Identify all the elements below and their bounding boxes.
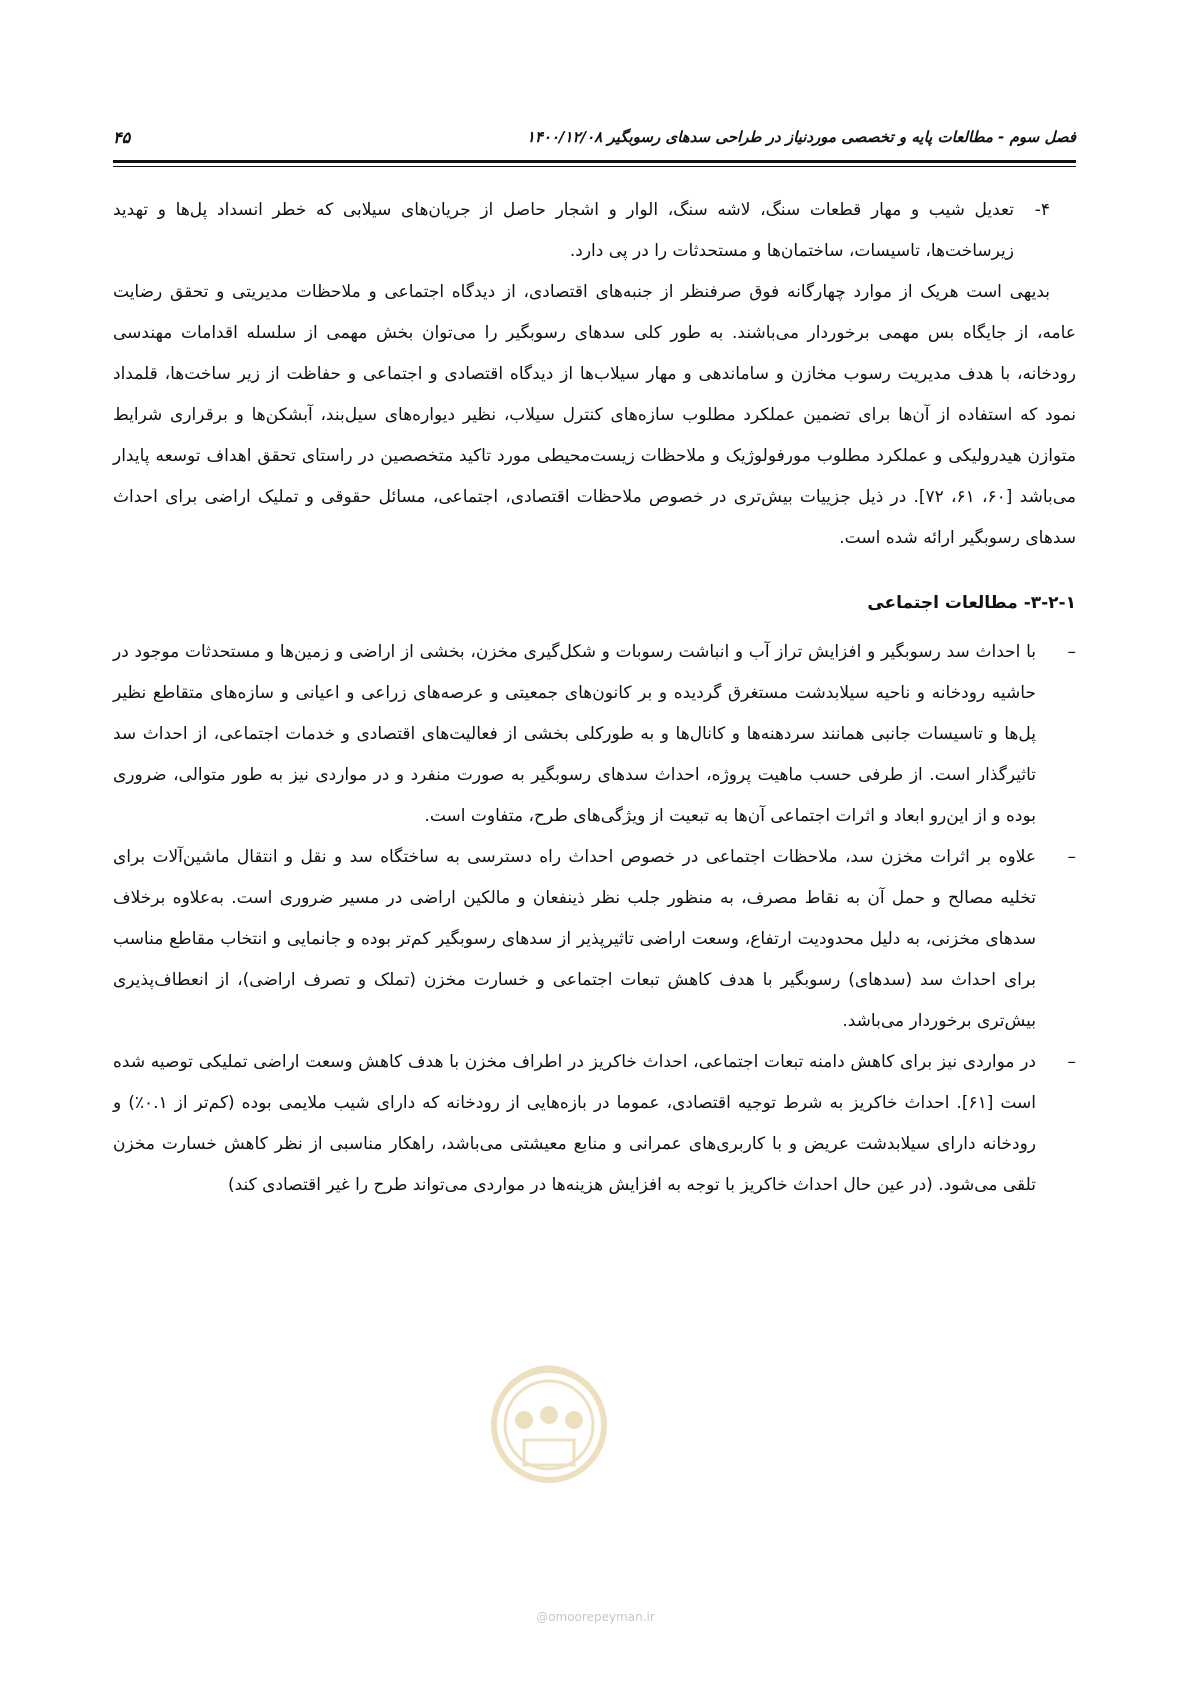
page-number: ۴۵	[113, 128, 131, 147]
numbered-list	[113, 190, 1076, 272]
footer-watermark: @omoorepeyman.ir	[536, 1610, 655, 1624]
header-rule-thick	[113, 160, 1076, 163]
bullet-text: در مواردی نیز برای کاهش دامنه تبعات اجتماعی، احداث خاکریز در اطراف مخزن با هدف کاهش وسعت اراضی تملیکی توصیه شده است [۶۱]. احداث خاکریز به شرط توجیه اقتصادی، عموما در بازه‌هایی از رودخانه که دارای شیب ملایمی بوده (کم‌تر از ۰.۱٪) و رودخانه دارای سیلابدشت عریض و با کاربری‌های عمرانی و منابع معیشتی می‌باشد، راهکار مناسبی از نظر کاهش خسارت مخزن تلقی می‌شود. (در عین حال احداث خاکریز با توجه به افزایش هزینه‌ها در مواردی می‌تواند طرح را غیر اقتصادی کند)	[113, 1052, 1036, 1195]
list-item-4	[113, 190, 1050, 272]
dash-bullet: –	[1067, 847, 1076, 867]
dash-bullet: –	[1067, 642, 1076, 662]
chapter-title: فصل سوم - مطالعات پایه و تخصصی موردنیاز در طراحی سدهای رسوبگیر ۱۴۰۰/۱۲/۰۸	[526, 128, 1076, 146]
header-rule-thin	[113, 166, 1076, 167]
bullet-text: با احداث سد رسوبگیر و افزایش تراز آب و انباشت رسوبات و شکل‌گیری مخزن، بخشی از اراضی و زمین‌ها و مستحدثات موجود در حاشیه رودخانه و ناحیه سیلابدشت مستغرق گردیده و بر کانون‌های جمعیتی و عرصه‌های زراعی و اعیانی و سازه‌های متقاطع نظیر پل‌ها و تاسیسات جانبی همانند سردهنه‌ها و کانال‌ها و به طورکلی بخشی از فعالیت‌های اقتصادی و خدمات اجتماعی، از احداث سد تاثیرگذار است. از طرفی حسب ماهیت پروژه، احداث سدهای رسوبگیر به صورت منفرد و در مواردی نیز به طور متوالی، ضروری بوده و از این‌رو ابعاد و اثرات اجتماعی آن‌ها به تبعیت از ویژگی‌های طرح، متفاوت است.	[113, 642, 1036, 826]
page-header	[113, 128, 1076, 154]
item-text: تعدیل شیب و مهار قطعات سنگ، لاشه سنگ، الوار و اشجار حاصل از جریان‌های سیلابی که خطر انسداد پل‌ها و تهدید زیرساخت‌ها، تاسیسات، ساختمان‌ها و مستحدثات را در پی دارد.	[113, 200, 1014, 261]
section-heading: ۳-۲-۱- مطالعات اجتماعی	[867, 593, 1076, 613]
dash-bullet: –	[1067, 1052, 1076, 1072]
intro-paragraph: بدیهی است هریک از موارد چهارگانه فوق صرفنظر از جنبه‌های اقتصادی، از دیدگاه اجتماعی و ملاحظات مدیریتی و تحقق رضایت عامه، از جایگاه بس مهمی برخوردار می‌باشند. به طور کلی سدهای رسوبگیر را می‌توان بخش مهمی از سلسله اقدامات مهندسی رودخانه، با هدف مدیریت رسوب مخازن و ساماندهی و مهار سیلاب‌ها از دیدگاه اقتصادی و اجتماعی و حفاظت از زیر ساخت‌ها، قلمداد نمود که استفاده از آن‌ها برای تضمین عملکرد مطلوب سازه‌های کنترل سیلاب، نظیر دیواره‌های سیل‌بند، آبشکن‌ها و برقراری شرایط متوازن هیدرولیکی و عملکرد مطلوب مورفولوژیک و ملاحظات زیست‌محیطی مورد تاکید متخصصین در راستای تحقق اهداف توسعه پایدار می‌باشد [۶۰، ۶۱، ۷۲]. در ذیل جزییات بیش‌تری در خصوص ملاحظات اقتصادی، اجتماعی، مسائل حقوقی و تملیک اراضی برای احداث سدهای رسوبگیر ارائه شده است.	[113, 282, 1076, 548]
bullet-text: علاوه بر اثرات مخزن سد، ملاحظات اجتماعی در خصوص احداث راه دسترسی به ساختگاه سد و نقل و انتقال ماشین‌آلات برای تخلیه مصالح و حمل آن به نقاط مصرف، به منظور جلب نظر ذینفعان و مالکین اراضی در مسیر ضروری است. به‌علاوه برخلاف سدهای مخزنی، به دلیل محدودیت ارتفاع، وسعت اراضی تاثیرپذیر از سدهای رسوبگیر کم‌تر بوده و جانمایی و انتخاب مقاطع مناسب برای احداث سد (سدهای) رسوبگیر با هدف کاهش تبعات اجتماعی و خسارت مخزن (تملک و تصرف اراضی)، از انعطاف‌پذیری بیش‌تری برخوردار می‌باشد.	[113, 847, 1036, 1031]
seal-watermark-icon	[484, 1345, 614, 1495]
page-body	[113, 190, 1076, 1206]
bullet-item	[113, 837, 1076, 1042]
bullet-item	[113, 632, 1076, 837]
bullet-item	[113, 1042, 1076, 1206]
item-number: ۴-	[1034, 200, 1050, 220]
